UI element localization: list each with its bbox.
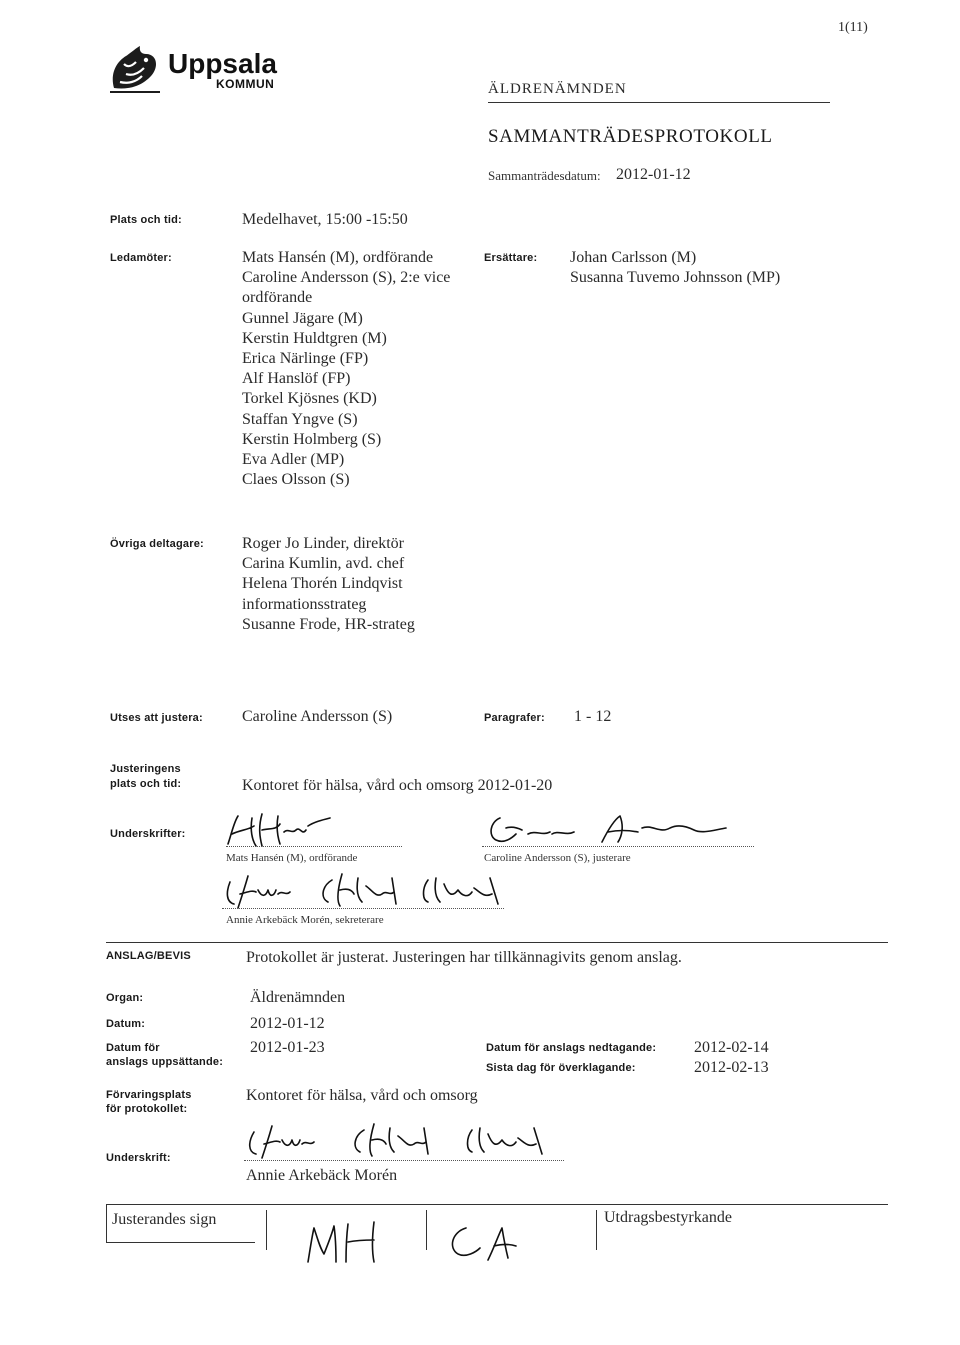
committee-name: ÄLDRENÄMNDEN	[488, 81, 627, 97]
date-value: 2012-01-12	[250, 1015, 325, 1032]
list-item: Claes Olsson (S)	[242, 471, 350, 489]
initials-ca	[436, 1214, 536, 1270]
notice-statement: Protokollet är justerat. Justeringen har tillkännagivits genom anslag.	[246, 949, 682, 966]
signature-adjuster	[482, 808, 742, 850]
logo-sub: KOMMUN	[216, 77, 275, 91]
signature-chair	[222, 808, 342, 850]
document-title: SAMMANTRÄDESPROTOKOLL	[488, 126, 773, 147]
list-item: Roger Jo Linder, direktör	[242, 535, 404, 552]
signature-name: Annie Arkebäck Morén	[246, 1167, 398, 1184]
paragraphs-label: Paragrafer:	[484, 712, 545, 724]
adjustment-place-label: Justeringens plats och tid:	[110, 763, 182, 790]
members-list	[242, 248, 450, 490]
list-item: Staffan Yngve (S)	[242, 410, 358, 428]
storage-value: Kontoret för hälsa, vård och omsorg	[246, 1087, 478, 1104]
meeting-date-label: Sammanträdesdatum:	[488, 168, 601, 183]
signature-caption-chair: Mats Hansén (M), ordförande	[226, 852, 358, 864]
logo-name: Uppsala	[168, 48, 277, 79]
footer-divider-1	[266, 1210, 267, 1250]
list-item: Kerstin Holmberg (S)	[242, 430, 382, 448]
posted-date-value: 2012-01-23	[250, 1039, 325, 1056]
adjustment-place-value: Kontoret för hälsa, vård och omsorg 2012-01-20	[242, 777, 553, 794]
signature-caption-secretary: Annie Arkebäck Morén, sekreterare	[226, 914, 384, 926]
removed-date-label: Datum för anslags nedtagande:	[486, 1042, 657, 1054]
date-label: Datum:	[106, 1018, 146, 1030]
posted-date-label: Datum för anslags uppsättande:	[106, 1042, 224, 1068]
removed-date-value: 2012-02-14	[694, 1039, 769, 1056]
adjuster-value: Caroline Andersson (S)	[242, 708, 393, 725]
substitutes-list	[570, 248, 780, 288]
list-item: Susanna Tuvemo Johnsson (MP)	[570, 269, 781, 287]
other-participants-list	[242, 534, 415, 635]
footer-left-label: Justerandes sign	[112, 1211, 217, 1228]
footer-right-label: Utdragsbestyrkande	[604, 1209, 732, 1226]
paragraphs-value: 1 - 12	[574, 708, 612, 725]
list-item: Alf Hanslöf (FP)	[242, 370, 351, 388]
list-item: ordförande	[242, 289, 313, 307]
footer-divider-2	[426, 1210, 427, 1250]
signature-line-chair	[226, 846, 402, 847]
list-item: Erica Närlinge (FP)	[242, 350, 369, 368]
uppsala-logo	[106, 42, 316, 102]
meeting-date: 2012-01-12	[616, 166, 691, 183]
list-item: Helena Thorén Lindqvist	[242, 575, 403, 593]
storage-label: Förvaringsplats för protokollet:	[106, 1089, 192, 1115]
list-item: informationsstrateg	[242, 595, 367, 613]
signature-label: Underskrift:	[106, 1152, 171, 1164]
place-time-label: Plats och tid:	[110, 214, 182, 226]
appeal-date-value: 2012-02-13	[694, 1059, 769, 1076]
list-item: Susanne Frode, HR-strateg	[242, 615, 415, 633]
organ-label: Organ:	[106, 992, 144, 1004]
signature-caption-adjuster: Caroline Andersson (S), justerare	[484, 852, 631, 864]
list-item: Caroline Andersson (S), 2:e vice	[242, 269, 451, 287]
list-item: Kerstin Huldtgren (M)	[242, 329, 387, 347]
signature-line-notice	[244, 1160, 564, 1161]
signature-notice	[244, 1118, 574, 1164]
members-label: Ledamöter:	[110, 252, 172, 264]
list-item: Torkel Kjösnes (KD)	[242, 390, 377, 408]
coat-of-arms-icon	[106, 44, 164, 96]
page-number: 1(11)	[838, 20, 868, 35]
list-item: Carina Kumlin, avd. chef	[242, 555, 405, 573]
adjuster-label: Utses att justera:	[110, 712, 203, 724]
list-item: Gunnel Jägare (M)	[242, 309, 363, 327]
header-rule	[488, 102, 830, 103]
signature-line-adjuster	[482, 846, 754, 847]
notice-rule	[106, 942, 888, 943]
substitutes-label: Ersättare:	[484, 252, 538, 264]
list-item: Johan Carlsson (M)	[570, 249, 697, 266]
other-participants-label: Övriga deltagare:	[110, 538, 204, 550]
signatures-label: Underskrifter:	[110, 828, 186, 840]
initials-mh	[300, 1210, 400, 1270]
footer-divider-3	[596, 1210, 597, 1250]
signature-line-secretary	[222, 908, 504, 909]
appeal-date-label: Sista dag för överklagande:	[486, 1062, 636, 1074]
list-item: Mats Hansén (M), ordförande	[242, 249, 434, 266]
organ-value: Äldrenämnden	[250, 989, 346, 1006]
place-time-value: Medelhavet, 15:00 -15:50	[242, 211, 408, 228]
list-item: Eva Adler (MP)	[242, 451, 345, 469]
notice-heading: ANSLAG/BEVIS	[106, 950, 191, 962]
